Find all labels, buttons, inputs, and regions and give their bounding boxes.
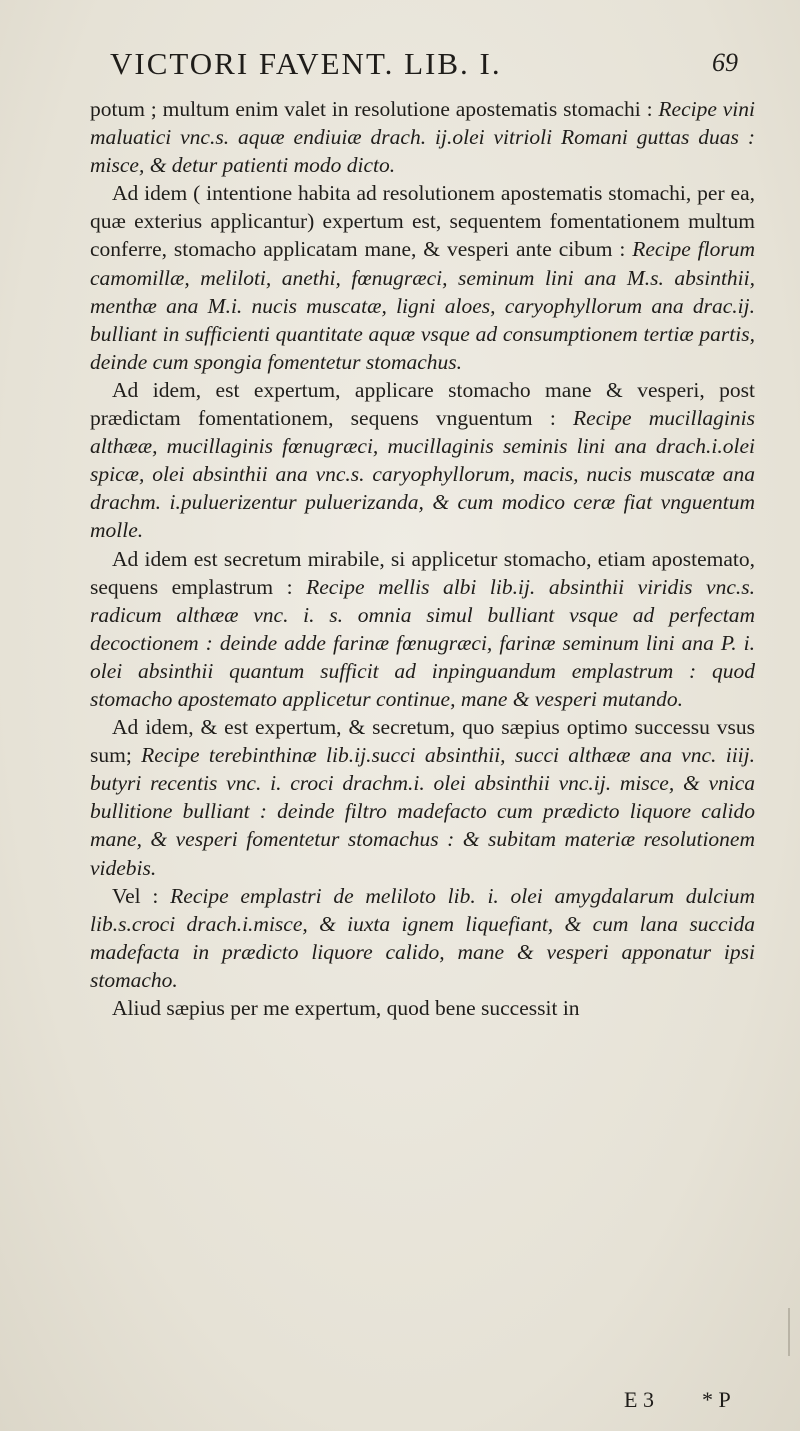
recipe-text: Recipe emplastri de meliloto lib. i. olei amygdalarum dulcium lib.s.croci drach.i.misce, & iuxta ignem liquefiant, & cum lana succida madefacta in prædicto liquore calido, mane & vesperi apponatur ipsi stomacho.: [90, 883, 755, 992]
paragraph-text: potum ; multum enim valet in resolutione apostematis stomachi :: [90, 97, 659, 121]
recipe-text: Recipe mellis albi lib.ij. absinthii viridis vnc.s. radicum althææ vnc. i. s. omnia simul bulliant vsque ad perfectam decoctionem : deinde adde farinæ fœnugræci, farinæ seminum lini ana P. i. olei absinthii quantum sufficit ad inpinguandum emplastrum : quod stomacho apostemato applicetur continue, mane & vesperi mutando.: [90, 574, 755, 711]
paragraph-text: Ad idem, & est expertum, & secretum, quo sæpius optimo successu vsus sum;: [90, 715, 755, 768]
paragraph: [90, 713, 755, 882]
recipe-text: Recipe florum camomillæ, meliloti, anethi, fœnugræci, seminum lini ana M.s. absinthii, menthæ ana M.i. nucis muscatæ, ligni aloes, caryophyllorum ana drac.ij. bulliant in sufficienti quantitate aquæ vsque ad consumptionem tertiæ partis, deinde cum spongia fomentetur stomachus.: [90, 237, 755, 374]
recipe-text: Recipe vini maluatici vnc.s. aquæ endiuiæ drach. ij.olei vitrioli Romani guttas duas : misce, & detur patienti modo dicto.: [90, 97, 755, 178]
paragraph-text: Ad idem, est expertum, applicare stomacho mane & vesperi, post prædictam fomentationem, sequens vnguentum :: [90, 377, 755, 431]
catchword: * P: [702, 1387, 731, 1412]
page-edge-mark: [788, 1308, 790, 1356]
paragraph-text: Vel :: [112, 883, 171, 908]
paragraph-text: Ad idem ( intentione habita ad resolutionem apostematis stomachi, per ea, quæ exterius applicantur) expertum est, sequentem fomentationem multum conferre, stomacho applicatam mane, & vesperi ante cibum :: [90, 181, 755, 262]
recipe-text: Recipe mucillaginis althææ, mucillaginis fœnugræci, mucillaginis seminis lini ana drach.i.olei spicæ, olei absinthii ana vnc.s. caryophyllorum, macis, nucis muscatæ ana drachm. i.puluerizentur puluerizanda, & cum modico ceræ fiat vnguentum molle.: [90, 406, 755, 543]
paragraph: [90, 994, 755, 1022]
paragraph: [90, 882, 755, 994]
paragraph: [90, 545, 755, 714]
paragraph: [90, 95, 755, 179]
running-title: VICTORI FAVENT. LIB. I.: [110, 46, 502, 81]
body-text: [90, 95, 755, 1022]
recipe-text: Recipe terebinthinæ lib.ij.succi absinthii, succi althææ ana vnc. iiij. butyri recentis vnc. i. croci drachm.i. olei absinthii vnc.ij. misce, & vnica bullitione bulliant : deinde filtro madefacto cum prædicto liquore calido mane, & vesperi fomentetur stomachus : & subitam materiæ resolutionem videbis.: [90, 743, 755, 880]
page-footer: [0, 1387, 800, 1417]
signature-mark: E 3: [624, 1387, 654, 1412]
paragraph-text: Aliud sæpius per me expertum, quod bene successit in: [112, 996, 580, 1020]
paragraph: [90, 179, 755, 376]
paragraph: [90, 376, 755, 545]
page-header: [0, 46, 800, 92]
paragraph-text: Ad idem est secretum mirabile, si applicetur stomacho, etiam apostemato, sequens emplastrum :: [90, 546, 755, 599]
page-number: 69: [712, 48, 738, 77]
